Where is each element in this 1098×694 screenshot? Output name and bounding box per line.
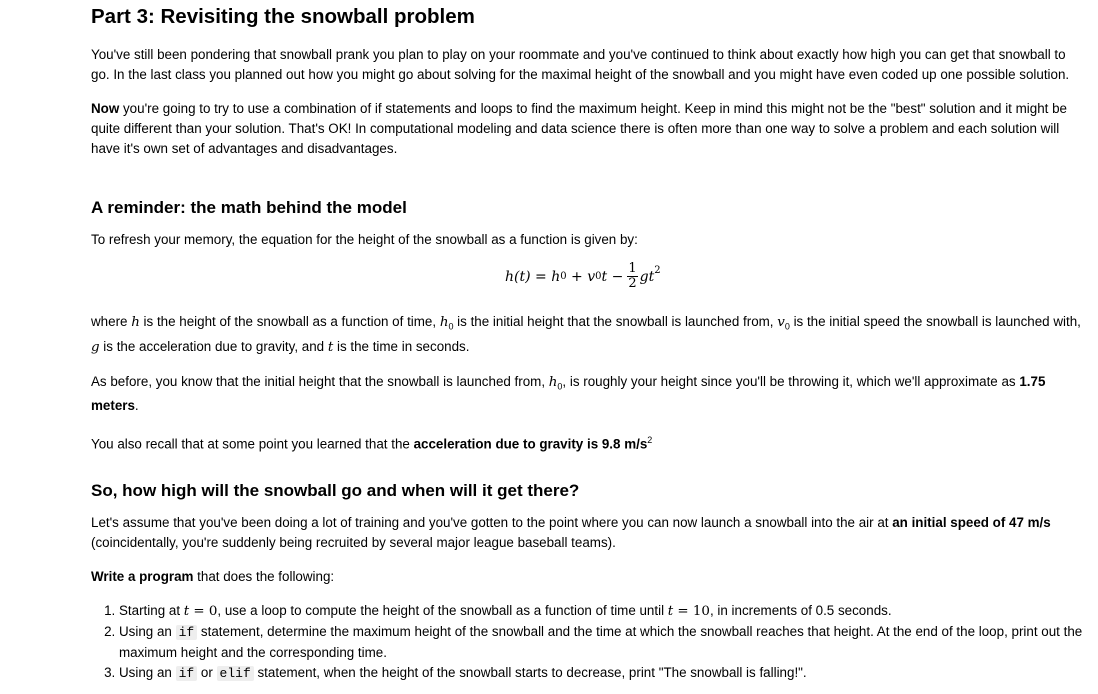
math-t: t — [327, 339, 334, 355]
step1-text-a: Starting at — [119, 602, 184, 618]
recall-text-1: You also recall that at some point you learned that the — [91, 436, 414, 452]
where-text-6: is the time in seconds. — [333, 338, 470, 354]
before-paragraph — [91, 372, 1086, 417]
speed-bold: an initial speed of 47 m/s — [892, 514, 1051, 530]
before-text-3: . — [134, 398, 139, 414]
assume-text-2: (coincidentally, you're suddenly being recruited by several major league baseball teams). — [91, 534, 616, 550]
math-h0: h — [439, 315, 449, 330]
math-h0-2: h — [548, 374, 558, 390]
refresh-paragraph: To refresh your memory, the equation for the height of the snowball as a function is given by: — [91, 232, 638, 247]
eq-t-minus: t − — [601, 268, 624, 285]
eq-gt: gt — [639, 268, 655, 285]
where-text-5: is the acceleration due to gravity, and — [99, 338, 328, 354]
step1-text-c: , in increments of 0.5 seconds. — [709, 602, 892, 618]
code-if-2: if — [176, 666, 198, 681]
steps-list — [91, 601, 1086, 684]
math-h0-sub: 0 — [448, 321, 454, 332]
reminder-heading: A reminder: the math behind the model — [91, 198, 407, 217]
eq-plus: + v — [566, 268, 596, 285]
list-item — [119, 622, 1086, 663]
math-v0: v — [777, 315, 785, 330]
list-item — [119, 663, 1086, 684]
code-if: if — [176, 625, 198, 640]
recall-paragraph — [91, 430, 1086, 454]
write-program-bold: Write a program — [91, 568, 194, 584]
write-paragraph — [91, 567, 1086, 587]
math-eq-0: = 0 — [189, 603, 218, 619]
where-text-1: where — [91, 314, 132, 329]
step3-text-c: statement, when the height of the snowball starts to decrease, print "The snowball is falling!". — [253, 664, 807, 680]
math-h0-2-sub: 0 — [557, 381, 563, 392]
step1-text-b: , use a loop to compute the height of the snowball as a function of time until — [217, 602, 668, 618]
page-title: Part 3: Revisiting the snowball problem — [91, 5, 475, 28]
notebook-cell — [91, 0, 1086, 684]
where-text-4: is the initial speed the snowball is launched with, — [789, 314, 1081, 329]
now-bold: Now — [91, 101, 120, 116]
code-elif: elif — [217, 666, 254, 681]
before-text-2: , is roughly your height since you'll be throwing it, which we'll approximate as — [562, 373, 1020, 389]
intro-2-text: you're going to try to use a combination of if statements and loops to find the maximum height. Keep in mind this might not be the "best" solution and it might be quite different than your solution. That's OK! In computational modeling and data science there is often more than one way to solve a problem and each solution will have it's own set of advantages and disadvantages. — [91, 101, 1067, 156]
math-h: h — [131, 315, 140, 330]
height-value-bold: 1.75 meters — [91, 373, 1046, 414]
step3-text-b: or — [197, 664, 217, 680]
eq-lhs: h(t) = h — [505, 268, 561, 285]
question-heading: So, how high will the snowball go and when will it get there? — [91, 480, 580, 500]
gravity-sup: 2 — [647, 435, 653, 446]
eq-denominator: 2 — [628, 276, 637, 291]
eq-numerator: 1 — [628, 261, 637, 276]
eq-sub-0b: 0 — [595, 270, 602, 282]
math-v0-sub: 0 — [784, 321, 790, 332]
math-t-end: t — [667, 603, 674, 619]
where-paragraph — [91, 312, 1086, 358]
list-item — [119, 601, 1086, 622]
intro-paragraph: You've still been pondering that snowball prank you plan to play on your roommate and you've continued to think about exactly how high you can get that snowball to go. In the last class you planned out how you might go about solving for the maximal height of the snowball and you might have even coded up one possible solution. — [91, 47, 1070, 82]
math-t-start: t — [183, 603, 190, 619]
step3-text-a: Using an — [119, 664, 176, 680]
step2-text-a: Using an — [119, 623, 176, 639]
eq-sup-2: 2 — [654, 264, 661, 276]
where-text-2: is the height of the snowball as a function of time, — [139, 314, 440, 329]
before-text-1: As before, you know that the initial height that the snowball is launched from, — [91, 373, 549, 389]
gravity-bold: acceleration due to gravity is 9.8 m/s — [413, 436, 648, 452]
write-text: that does the following: — [193, 568, 335, 584]
eq-sub-0: 0 — [560, 270, 567, 282]
assume-text-1: Let's assume that you've been doing a lot of training and you've gotten to the point where you can now launch a snowball into the air at — [91, 514, 893, 530]
eq-fraction — [627, 262, 637, 291]
intro-paragraph-2 — [91, 99, 1086, 159]
math-g: g — [91, 339, 100, 355]
where-text-3: is the initial height that the snowball is launched from, — [453, 314, 778, 329]
step2-text-b: statement, determine the maximum height of the snowball and the time at which the snowball reaches that height. At the end of the loop, print out the maximum height and the corresponding time. — [119, 623, 1083, 660]
assume-paragraph — [91, 513, 1086, 553]
math-eq-10: = 10 — [673, 603, 710, 619]
height-equation — [91, 258, 1086, 302]
